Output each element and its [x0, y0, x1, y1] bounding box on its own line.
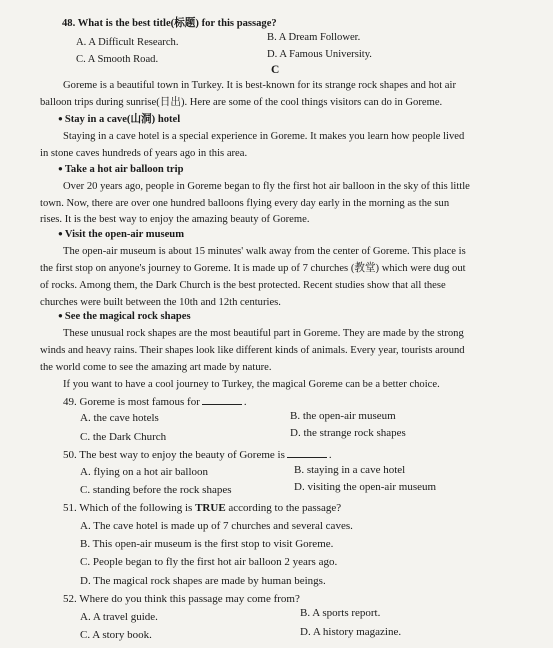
q50-option-b: B. staying in a cave hotel: [294, 464, 406, 476]
q49-stem: [63, 395, 247, 409]
para-rock-line2: winds and heavy rains. Their shapes look like different kinds of animals. Every year, tourists around: [40, 345, 465, 356]
para-balloon-line3: rises. It is the best way to enjoy the amazing beauty of Goreme.: [40, 214, 310, 225]
q51-stem-pre: 51. Which of the following is: [63, 502, 193, 514]
para-cave-hotel-line2: in stone caves hundreds of years ago in this area.: [40, 148, 248, 159]
q50-stem-text: 50. The best way to enjoy the beauty of Goreme is: [63, 449, 285, 461]
q50-option-d: D. visiting the open-air museum: [294, 481, 437, 493]
q48-option-c: C. A Smooth Road.: [76, 54, 159, 65]
q51-stem: [63, 502, 341, 515]
q50-option-a: A. flying on a hot air balloon: [80, 466, 209, 478]
q52-option-b: B. A sports report.: [300, 607, 381, 619]
q50-stem: [63, 448, 332, 462]
q52-option-a: A. A travel guide.: [80, 611, 158, 623]
q52-stem: 52. Where do you think this passage may come from?: [63, 593, 300, 605]
q49-stem-end: .: [243, 396, 247, 408]
q51-stem-post: according to the passage?: [228, 502, 342, 514]
para-museum-line3: of rocks. Among them, the Dark Church is the best protected. Recent studies show that all these: [40, 280, 446, 291]
q49-option-a: A. the cave hotels: [80, 412, 159, 424]
q49-stem-text: 49. Goreme is most famous for: [63, 396, 200, 408]
q51-option-a: A. The cave hotel is made up of 7 churches and several caves.: [80, 520, 353, 532]
passage-intro-line1: Goreme is a beautiful town in Turkey. It is best-known for its strange rock shapes and hot air: [63, 80, 456, 91]
q48-option-d: D. A Famous University.: [267, 49, 372, 60]
para-rock-line3: the world come to see the amazing art made by nature.: [40, 362, 272, 373]
para-museum-line2: the first stop on anyone's journey to Goreme. It is made up of 7 churches (教堂) which were dug out: [40, 263, 466, 274]
passage-conclusion: If you want to have a cool journey to Turkey, the magical Goreme can be a better choice.: [63, 379, 440, 390]
para-rock-line1: These unusual rock shapes are the most beautiful part in Goreme. They are made by the strong: [63, 328, 464, 339]
section-letter: C: [271, 64, 280, 76]
heading-museum: ● Visit the open-air museum: [58, 228, 184, 241]
heading-balloon-trip: ● Take a hot air balloon trip: [58, 163, 183, 176]
q48-option-b: B. A Dream Follower.: [267, 32, 361, 43]
para-balloon-line1: Over 20 years ago, people in Goreme began to fly the first hot air balloon in the sky of this little: [63, 181, 470, 192]
q49-option-d: D. the strange rock shapes: [290, 427, 406, 439]
passage-intro-line2: balloon trips during sunrise(日出). Here are some of the cool things visitors can do in Goreme.: [40, 97, 443, 108]
para-balloon-line2: town. Now, there are over one hundred balloons flying every day early in the morning as the sun: [40, 198, 450, 209]
para-museum-line4: churches were built between the 10th and 12th centuries.: [40, 297, 281, 308]
q49-blank: [202, 395, 242, 405]
q52-option-d: D. A history magazine.: [300, 626, 402, 638]
q51-option-b: B. This open-air museum is the first stop to visit Goreme.: [80, 538, 334, 550]
q50-stem-end: .: [328, 449, 332, 461]
para-cave-hotel-line1: Staying in a cave hotel is a special experience in Goreme. It makes you learn how people lived: [63, 131, 465, 142]
q50-option-c: C. standing before the rock shapes: [80, 484, 232, 496]
q52-option-c: C. A story book.: [80, 629, 152, 641]
q48-option-a: A. A Difficult Research.: [76, 37, 179, 48]
para-museum-line1: The open-air museum is about 15 minutes' walk away from the center of Goreme. This place is: [63, 246, 466, 257]
q51-stem-true: TRUE: [195, 502, 226, 514]
q51-option-d: D. The magical rock shapes are made by human beings.: [80, 575, 326, 587]
q49-option-c: C. the Dark Church: [80, 431, 167, 443]
q50-blank: [287, 448, 327, 458]
q49-option-b: B. the open-air museum: [290, 410, 396, 422]
heading-cave-hotel: ● Stay in a cave(山洞) hotel: [58, 113, 180, 126]
q51-option-c: C. People began to fly the first hot air balloon 2 years ago.: [80, 556, 338, 568]
heading-rock-shapes: ● See the magical rock shapes: [58, 310, 191, 323]
q48-stem: 48. What is the best title(标题) for this passage?: [62, 18, 277, 29]
